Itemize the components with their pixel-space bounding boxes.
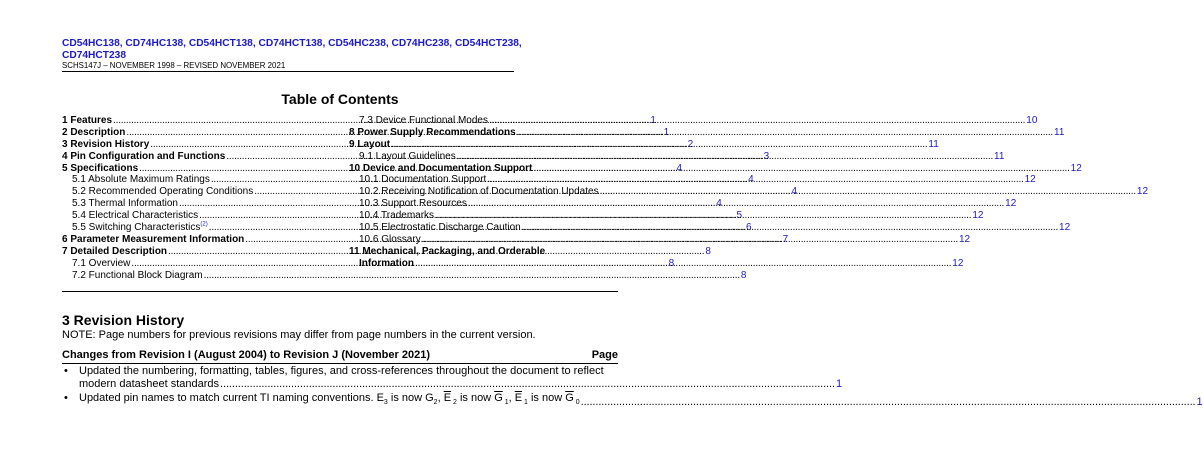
toc-entry-label: 7.3 Device Functional Modes xyxy=(359,114,488,126)
change-line-pins xyxy=(79,392,1203,409)
toc-entry-label: 8 Power Supply Recommendations xyxy=(349,126,516,138)
toc-entry-label: 4 Pin Configuration and Functions xyxy=(62,150,226,162)
toc-right-column xyxy=(349,114,1149,270)
bullet-icon: • xyxy=(64,392,68,404)
toc-entry-label: 10.3 Support Resources xyxy=(359,198,467,210)
toc-entry-label-continued: Information xyxy=(359,257,414,269)
toc-page-link[interactable]: 4 xyxy=(791,186,798,198)
toc-entry-label: 7 Detailed Description xyxy=(62,245,168,257)
toc-page-link[interactable]: 12 xyxy=(972,210,984,222)
toc-entry-label: 9.1 Layout Guidelines xyxy=(359,150,456,162)
leader-dots xyxy=(457,151,993,163)
toc-entry-10-2-receiving-notification-of-documentation-updates[interactable] xyxy=(349,186,1149,198)
toc-page-link[interactable]: 7 xyxy=(782,233,789,245)
toc-title: Table of Contents xyxy=(281,91,399,107)
leader-dots xyxy=(489,115,1025,127)
toc-page-link[interactable]: 12 xyxy=(952,257,964,269)
toc-entry-9-layout[interactable] xyxy=(349,138,939,151)
toc-page-link[interactable]: 1 xyxy=(650,114,656,126)
toc-entry-label: 10.6 Glossary xyxy=(359,233,421,245)
toc-page-link[interactable]: 11 xyxy=(928,138,939,150)
changes-header-label: Changes from Revision I (August 2004) to Revision J (November 2021) xyxy=(62,349,430,361)
changes-page-header: Page xyxy=(591,349,618,361)
change-page-link[interactable]: 1 xyxy=(1196,396,1203,409)
toc-page-link[interactable]: 11 xyxy=(1054,126,1065,138)
toc-entry-7-2-functional-block-diagram[interactable] xyxy=(62,269,747,282)
toc-page-link[interactable]: 10 xyxy=(1026,114,1038,126)
toc-page-link[interactable]: 12 xyxy=(959,233,971,245)
leader-dots xyxy=(600,186,1136,198)
toc-entry-label: 10.4 Trademarks xyxy=(359,210,435,222)
toc-page-link[interactable]: 4 xyxy=(716,198,722,210)
document-id: SCHS147J – NOVEMBER 1998 – REVISED NOVEMBER 2021 xyxy=(62,61,286,70)
toc-entry-label: 5.2 Recommended Operating Conditions xyxy=(72,186,254,198)
toc-entry-label: 11 Mechanical, Packaging, and Orderable xyxy=(349,245,546,257)
toc-page-link[interactable]: 8 xyxy=(705,245,711,257)
section-divider xyxy=(62,291,618,292)
toc-entry-10-device-and-documentation-support[interactable] xyxy=(349,162,1082,175)
toc-entry-label: 10 Device and Documentation Support xyxy=(349,162,533,174)
toc-entry-label: 5.1 Absolute Maximum Ratings xyxy=(72,174,210,186)
toc-page-link[interactable]: 3 xyxy=(763,150,770,162)
leader-dots xyxy=(533,163,1069,175)
footnote-ref[interactable]: (2) xyxy=(200,221,208,228)
toc-entry-10-1-documentation-support[interactable] xyxy=(349,174,1036,186)
leader-dots xyxy=(468,198,1004,210)
change-line-1: Updated the numbering, formatting, tables, figures, and cross-references throughout the document to reflect xyxy=(79,365,604,377)
list-item xyxy=(62,365,843,391)
toc-entry-label: 5.3 Thermal Information xyxy=(72,198,178,210)
toc-page-link[interactable]: 2 xyxy=(687,138,694,150)
toc-entry-9-1-layout-guidelines[interactable] xyxy=(349,150,1005,163)
changes-list xyxy=(62,365,1203,409)
toc-page-link[interactable]: 8 xyxy=(740,269,747,281)
toc-entry-label: 5.4 Electrical Characteristics xyxy=(72,210,199,222)
leader-dots xyxy=(435,210,971,222)
toc-page-link[interactable]: 1 xyxy=(663,126,670,138)
toc-entry-label: 9 Layout xyxy=(349,138,391,150)
list-item xyxy=(62,392,1203,409)
toc-entry-label: 6 Parameter Measurement Information xyxy=(62,233,245,245)
toc-page-link[interactable]: 12 xyxy=(1059,222,1071,233)
header-divider xyxy=(62,71,514,72)
toc-page-link[interactable]: 12 xyxy=(1070,162,1082,174)
leader-dots xyxy=(220,378,835,391)
toc-entry-label: 10.2 Receiving Notification of Documentation Updates xyxy=(359,186,599,198)
toc-page-link[interactable]: 12 xyxy=(1024,174,1036,186)
toc-entry-10-6-glossary[interactable] xyxy=(349,233,971,246)
leader-dots xyxy=(517,127,1053,139)
toc-entry-label: 2 Description xyxy=(62,126,126,138)
changes-header xyxy=(62,349,618,364)
toc-entry-label: 5 Specifications xyxy=(62,162,139,174)
toc-entry-label: 10.5 Electrostatic Discharge Caution xyxy=(359,222,521,233)
toc-page-link[interactable]: 4 xyxy=(748,174,754,186)
toc-entry-8-power-supply-recommendations[interactable] xyxy=(349,126,1065,139)
toc-entry-10-3-support-resources[interactable] xyxy=(349,198,1017,210)
toc-entry-label: 7.2 Functional Block Diagram xyxy=(72,269,203,281)
revision-history-title: 3 Revision History xyxy=(62,312,185,328)
leader-dots xyxy=(522,222,1058,234)
toc-entry-label: 10.1 Documentation Support xyxy=(359,174,487,186)
change-page-link[interactable]: 1 xyxy=(835,378,843,390)
toc-entry-label: 3 Revision History xyxy=(62,138,150,150)
leader-dots xyxy=(487,174,1023,186)
leader-dots xyxy=(391,139,927,151)
toc-entry-7-3-device-functional-modes[interactable] xyxy=(349,114,1038,127)
toc-entry-label: 5.5 Switching Characteristics$^{(2)}$ xyxy=(72,221,208,233)
toc-entry-11-mechanical-packaging-and-orderable[interactable] xyxy=(349,245,964,270)
toc-page-link[interactable]: 11 xyxy=(994,150,1005,162)
change-line-2-text: modern datasheet standards xyxy=(79,378,220,390)
toc-entry-10-5-electrostatic-discharge-caution[interactable] xyxy=(349,222,1071,234)
leader-dots xyxy=(581,396,1196,409)
toc-page-link[interactable]: 5 xyxy=(736,210,743,222)
toc-page-link[interactable]: 4 xyxy=(676,162,682,174)
part-numbers-link[interactable]: CD54HC138, CD74HC138, CD54HCT138, CD74HCT138, CD54HC238, CD74HC238, CD54HCT238, CD74HCT238 xyxy=(62,38,522,62)
leader-dots xyxy=(415,258,951,270)
revision-note: NOTE: Page numbers for previous revisions may differ from page numbers in the current version. xyxy=(62,329,536,341)
change-line-2 xyxy=(79,378,843,391)
toc-page-link[interactable]: 12 xyxy=(1136,186,1149,198)
toc-entry-label: 7.1 Overview xyxy=(72,257,131,269)
toc-page-link[interactable]: 8 xyxy=(668,257,675,269)
pin-change-text: Updated pin names to match current TI naming conventions. $E_3$ is now $G_2$, $\overline{E}$ $_2$ is now $\overline{G}$ $_1$, $\overline{E}$ $_1$ is now $\overline{G}$ $_0$ xyxy=(79,392,580,407)
leader-dots xyxy=(422,234,958,246)
toc-page-link[interactable]: 6 xyxy=(746,222,752,233)
bullet-icon: • xyxy=(64,365,68,377)
toc-page-link[interactable]: 12 xyxy=(1005,198,1017,210)
toc-entry-10-4-trademarks[interactable] xyxy=(349,210,984,222)
toc-entry-label: 1 Features xyxy=(62,114,113,126)
leader-dots xyxy=(204,270,740,282)
